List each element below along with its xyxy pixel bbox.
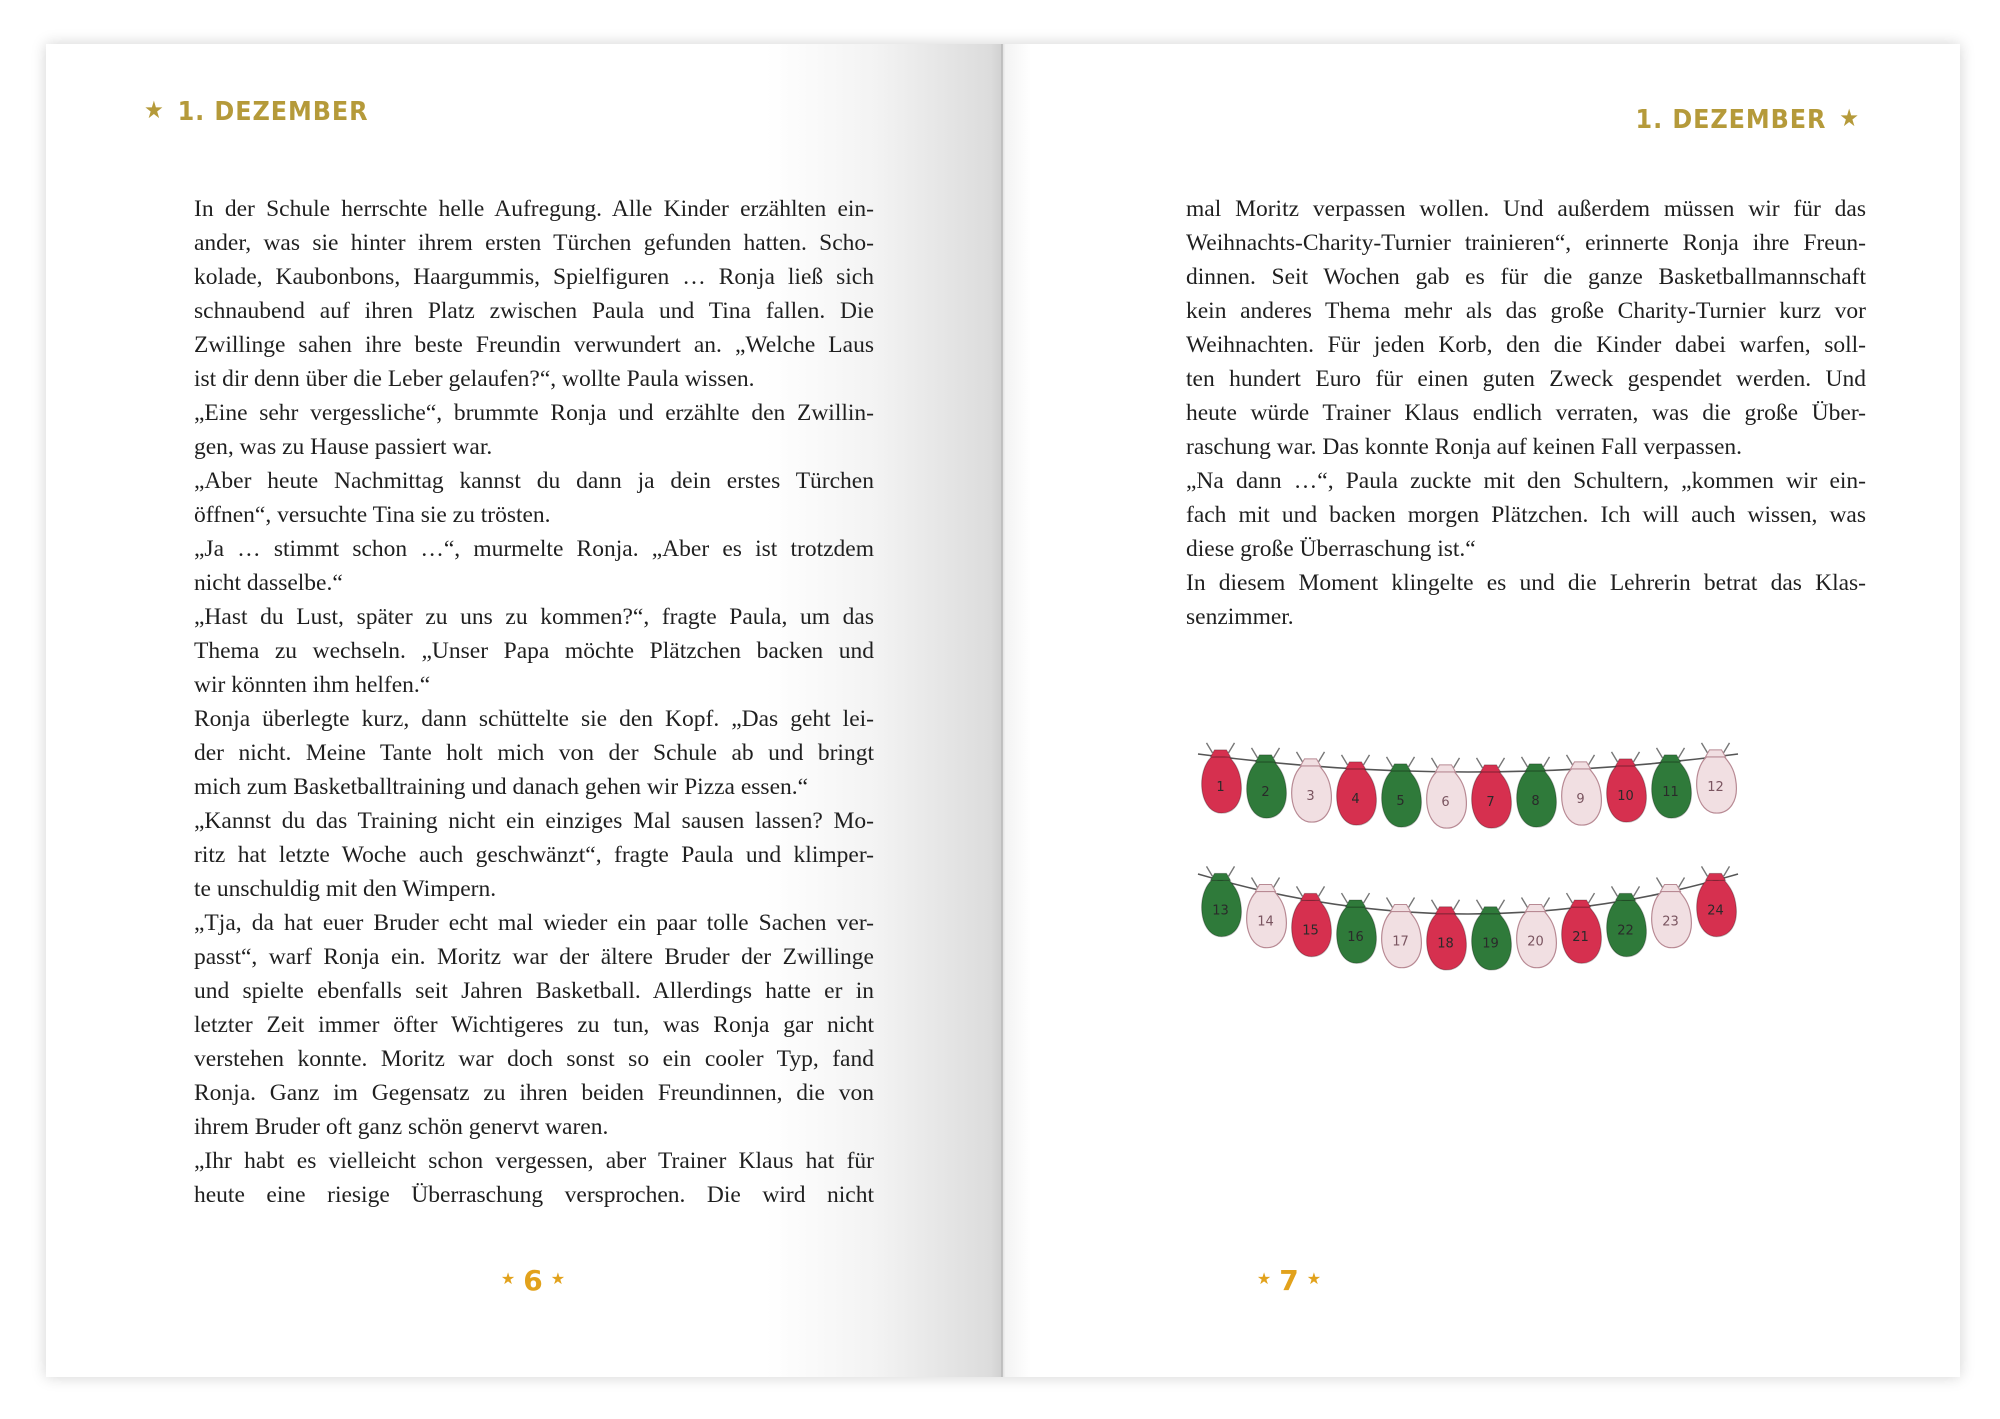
advent-bag-18 — [1427, 900, 1467, 970]
text-line: ander, was sie hinter ihrem ersten Türchen gefunden hatten. Scho- — [194, 230, 874, 256]
text-line: kolade, Kaubonbons, Haargummis, Spielfiguren … Ronja ließ sich — [194, 264, 874, 290]
text-line: Zwillinge sahen ihre beste Freundin verwundert an. „Welche Laus — [194, 332, 874, 358]
text-line: „Aber heute Nachmittag kannst du dann ja dein erstes Türchen — [194, 468, 874, 494]
text-line: verstehen konnte. Moritz war doch sonst so ein cooler Typ, fand — [194, 1046, 874, 1072]
chapter-header-left — [144, 96, 368, 127]
advent-bag-10 — [1607, 752, 1647, 822]
text-line: „Kannst du das Training nicht ein einziges Mal sausen lassen? Mo- — [194, 808, 874, 834]
advent-bag-number: 11 — [1662, 784, 1679, 800]
text-line: ist dir denn über die Leber gelaufen?“, wollte Paula wissen. — [194, 366, 755, 392]
text-line: senzimmer. — [1186, 604, 1294, 630]
page-number: 7 — [1279, 1264, 1299, 1297]
text-line: „Tja, da hat euer Bruder echt mal wieder ein paar tolle Sachen ver- — [194, 910, 874, 936]
advent-bag-21 — [1562, 893, 1602, 963]
advent-bag-number: 3 — [1306, 788, 1315, 804]
text-line: fach mit und backen morgen Plätzchen. Ich will auch wissen, was — [1186, 502, 1866, 528]
advent-bag-number: 13 — [1212, 903, 1229, 919]
page-number: 6 — [523, 1264, 543, 1297]
advent-bag-number: 14 — [1257, 914, 1274, 930]
text-line: ritz hat letzte Woche auch geschwänzt“, fragte Paula und klimper- — [194, 842, 874, 868]
advent-bag-number: 10 — [1617, 788, 1634, 804]
advent-bag-number: 21 — [1572, 930, 1589, 946]
advent-bag-number: 15 — [1302, 923, 1319, 939]
text-line: „Hast du Lust, später zu uns zu kommen?“, fragte Paula, um das — [194, 604, 874, 630]
left-page — [46, 44, 1003, 1377]
page-number-right — [1229, 1264, 1349, 1297]
advent-bag-number: 19 — [1482, 936, 1499, 952]
text-line: „Na dann …“, Paula zuckte mit den Schultern, „kommen wir ein- — [1186, 468, 1866, 494]
text-line: ten hundert Euro für einen guten Zweck gespendet werden. Und — [1186, 366, 1866, 392]
page-number-left — [473, 1264, 593, 1297]
right-page — [1003, 44, 1960, 1377]
text-line: letzter Zeit immer öfter Wichtigeres zu tun, was Ronja gar nicht — [194, 1012, 874, 1038]
advent-bag-number: 16 — [1347, 930, 1364, 946]
body-text-left — [194, 192, 874, 1212]
text-line: Weihnachts-Charity-Turnier trainieren“, erinnerte Ronja ihre Freun- — [1186, 230, 1866, 256]
text-line: „Ja … stimmt schon …“, murmelte Ronja. „Aber es ist trotzdem — [194, 536, 874, 562]
garland-row-top — [1198, 743, 1738, 828]
text-line: heute eine riesige Überraschung versprochen. Die wird nicht — [194, 1182, 874, 1208]
text-line: öffnen“, versuchte Tina sie zu trösten. — [194, 502, 551, 528]
advent-bag-2 — [1247, 748, 1287, 818]
text-line: Ronja überlegte kurz, dann schüttelte sie den Kopf. „Das geht lei- — [194, 706, 874, 732]
chapter-title: 1. DEZEMBER — [177, 97, 369, 127]
advent-bag-9 — [1562, 755, 1602, 825]
advent-bag-number: 17 — [1392, 934, 1409, 950]
chapter-header-right — [1636, 104, 1860, 135]
star-icon: ★ — [1306, 1269, 1322, 1288]
advent-bag-19 — [1472, 900, 1512, 970]
advent-bag-20 — [1517, 898, 1557, 968]
advent-bag-number: 24 — [1707, 903, 1724, 919]
star-icon: ★ — [1256, 1269, 1272, 1288]
star-icon: ★ — [500, 1269, 516, 1288]
advent-bag-8 — [1517, 757, 1557, 827]
text-line: ihrem Bruder oft ganz schön genervt waren. — [194, 1114, 609, 1140]
advent-calendar-garland-illustration — [1188, 724, 1748, 1064]
advent-bag-number: 22 — [1617, 923, 1634, 939]
advent-bag-16 — [1337, 893, 1377, 963]
advent-bag-15 — [1292, 886, 1332, 956]
text-line: der nicht. Meine Tante holt mich von der Schule ab und bringt — [194, 740, 874, 766]
text-line: raschung war. Das konnte Ronja auf keinen Fall verpassen. — [1186, 434, 1743, 460]
advent-bag-12 — [1697, 743, 1737, 813]
text-line: Ronja. Ganz im Gegensatz zu ihren beiden Freundinnen, die von — [194, 1080, 874, 1106]
text-line: dinnen. Seit Wochen gab es für die ganze Basketballmannschaft — [1186, 264, 1866, 290]
text-line: In der Schule herrschte helle Aufregung. Alle Kinder erzählten ein- — [194, 196, 874, 222]
advent-bag-number: 20 — [1527, 934, 1544, 950]
advent-bag-number: 7 — [1486, 794, 1495, 810]
advent-bag-5 — [1382, 757, 1422, 827]
advent-bag-number: 12 — [1707, 779, 1724, 795]
text-line: mich zum Basketballtraining und danach gehen wir Pizza essen.“ — [194, 774, 809, 800]
text-line: kein anderes Thema mehr als das große Charity-Turnier kurz vor — [1186, 298, 1866, 324]
chapter-title: 1. DEZEMBER — [1635, 105, 1827, 135]
text-line: Weihnachten. Für jeden Korb, den die Kinder dabei warfen, soll- — [1186, 332, 1866, 358]
text-line: mal Moritz verpassen wollen. Und außerdem müssen wir für das — [1186, 196, 1866, 222]
advent-bag-7 — [1472, 758, 1512, 828]
advent-bag-number: 4 — [1351, 791, 1360, 807]
advent-bag-4 — [1337, 755, 1377, 825]
text-line: und spielte ebenfalls seit Jahren Basketball. Allerdings hatte er in — [194, 978, 874, 1004]
advent-bag-11 — [1652, 748, 1692, 818]
advent-bag-number: 18 — [1437, 936, 1454, 952]
star-icon: ★ — [1839, 104, 1860, 132]
advent-bag-number: 9 — [1576, 791, 1585, 807]
advent-bag-number: 6 — [1441, 794, 1450, 810]
garland-row-bottom — [1198, 866, 1738, 970]
text-line: nicht dasselbe.“ — [194, 570, 343, 596]
text-line: heute würde Trainer Klaus endlich verraten, was die große Über- — [1186, 400, 1866, 426]
text-line: diese große Überraschung ist.“ — [1186, 536, 1476, 562]
advent-bag-number: 1 — [1216, 779, 1225, 795]
star-icon: ★ — [550, 1269, 566, 1288]
book-spread — [46, 44, 1960, 1377]
advent-bag-3 — [1292, 752, 1332, 822]
advent-bag-17 — [1382, 898, 1422, 968]
advent-bag-number: 8 — [1531, 793, 1540, 809]
text-line: passt“, warf Ronja ein. Moritz war der ältere Bruder der Zwillinge — [194, 944, 874, 970]
text-line: In diesem Moment klingelte es und die Lehrerin betrat das Klas- — [1186, 570, 1866, 596]
text-line: „Eine sehr vergessliche“, brummte Ronja und erzählte den Zwillin- — [194, 400, 874, 426]
advent-bag-number: 5 — [1396, 793, 1405, 809]
text-line: wir könnten ihm helfen.“ — [194, 672, 431, 698]
advent-bag-number: 2 — [1261, 784, 1270, 800]
text-line: „Ihr habt es vielleicht schon vergessen, aber Trainer Klaus hat für — [194, 1148, 874, 1174]
text-line: schnaubend auf ihren Platz zwischen Paula und Tina fallen. Die — [194, 298, 874, 324]
star-icon: ★ — [144, 96, 165, 124]
advent-bag-1 — [1202, 743, 1242, 813]
book-gutter — [1001, 44, 1005, 1377]
text-line: te unschuldig mit den Wimpern. — [194, 876, 497, 902]
body-text-right — [1186, 192, 1866, 634]
advent-bag-number: 23 — [1662, 914, 1679, 930]
text-line: gen, was zu Hause passiert war. — [194, 434, 493, 460]
advent-bag-6 — [1427, 758, 1467, 828]
text-line: Thema zu wechseln. „Unser Papa möchte Plätzchen backen und — [194, 638, 874, 664]
